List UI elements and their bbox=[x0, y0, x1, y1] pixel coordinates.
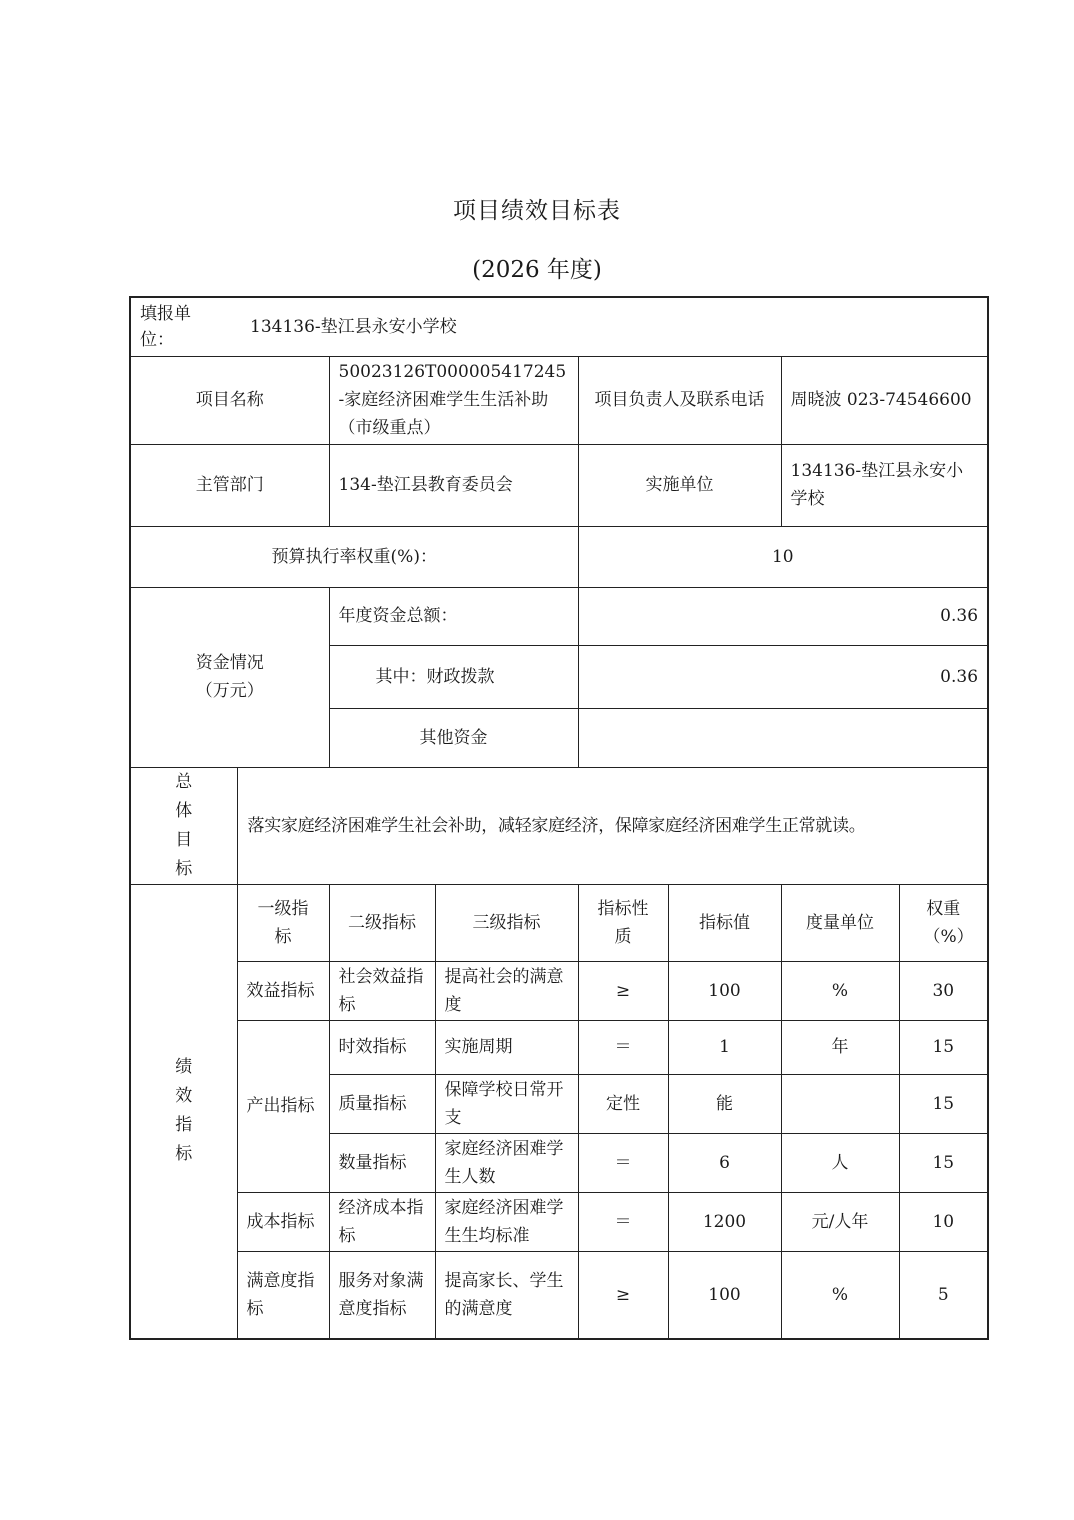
filing-unit-cell bbox=[130, 297, 988, 356]
level2-indicator: 质量指标 bbox=[329, 1074, 435, 1133]
budget-weight-row bbox=[130, 526, 988, 587]
indicator-weight: 15 bbox=[899, 1133, 988, 1192]
project-name-label: 项目名称 bbox=[130, 356, 329, 444]
level2-indicator: 经济成本指标 bbox=[329, 1192, 435, 1251]
indicator-value: 6 bbox=[668, 1133, 781, 1192]
indicator-weight: 15 bbox=[899, 1074, 988, 1133]
level1-indicator: 产出指标 bbox=[237, 1020, 329, 1192]
col-weight-header: 权重（%） bbox=[899, 884, 988, 961]
department-value: 134-垫江县教育委员会 bbox=[329, 444, 578, 526]
funds-label bbox=[130, 587, 329, 767]
indicator-value: 100 bbox=[668, 961, 781, 1020]
implementing-unit-value: 134136-垫江县永安小学校 bbox=[781, 444, 988, 526]
contact-label: 项目负责人及联系电话 bbox=[578, 356, 781, 444]
fiscal-allocation-label: 其中：财政拨款 bbox=[329, 645, 578, 708]
document-year: (2026 年度) bbox=[472, 257, 602, 283]
col-level1-header: 一级指标 bbox=[237, 884, 329, 961]
project-name-value: 50023126T000005417245-家庭经济困难学生生活补助（市级重点） bbox=[329, 356, 578, 444]
implementing-unit-label: 实施单位 bbox=[578, 444, 781, 526]
indicator-row bbox=[130, 1192, 988, 1251]
overall-goal-label bbox=[130, 767, 237, 884]
level3-indicator: 实施周期 bbox=[435, 1020, 578, 1074]
level1-indicator: 满意度指标 bbox=[237, 1251, 329, 1339]
performance-indicators-label-text: 绩 效 指 标 bbox=[175, 1057, 193, 1165]
department-row bbox=[130, 444, 988, 526]
funds-total-row bbox=[130, 587, 988, 645]
level1-indicator: 效益指标 bbox=[237, 961, 329, 1020]
indicator-value: 能 bbox=[668, 1074, 781, 1133]
level2-indicator: 社会效益指标 bbox=[329, 961, 435, 1020]
filing-unit-row bbox=[130, 297, 988, 356]
funds-label-line2: （万元） bbox=[195, 681, 264, 701]
col-level3-header: 三级指标 bbox=[435, 884, 578, 961]
indicator-unit bbox=[781, 1074, 899, 1133]
indicator-nature: ＝ bbox=[578, 1133, 668, 1192]
indicator-value: 100 bbox=[668, 1251, 781, 1339]
other-funds-value bbox=[578, 708, 988, 767]
col-level2-header: 二级指标 bbox=[329, 884, 435, 961]
indicator-nature: ≥ bbox=[578, 1251, 668, 1339]
budget-weight-label: 预算执行率权重(%)： bbox=[130, 526, 578, 587]
indicator-weight: 30 bbox=[899, 961, 988, 1020]
indicator-value: 1 bbox=[668, 1020, 781, 1074]
level2-indicator: 时效指标 bbox=[329, 1020, 435, 1074]
indicator-weight: 15 bbox=[899, 1020, 988, 1074]
level3-indicator: 提高社会的满意度 bbox=[435, 961, 578, 1020]
budget-weight-value: 10 bbox=[578, 526, 988, 587]
document-title: 项目绩效目标表 bbox=[453, 198, 621, 224]
overall-goal-row bbox=[130, 767, 988, 884]
level2-indicator: 数量指标 bbox=[329, 1133, 435, 1192]
performance-indicators-label bbox=[130, 884, 237, 1339]
indicator-nature: ＝ bbox=[578, 1192, 668, 1251]
col-value-header: 指标值 bbox=[668, 884, 781, 961]
indicator-header-row bbox=[130, 884, 988, 961]
indicator-nature: 定性 bbox=[578, 1074, 668, 1133]
indicator-weight: 10 bbox=[899, 1192, 988, 1251]
level3-indicator: 家庭经济困难学生生均标准 bbox=[435, 1192, 578, 1251]
fiscal-allocation-value: 0.36 bbox=[578, 645, 988, 708]
indicator-unit: 元/人年 bbox=[781, 1192, 899, 1251]
indicator-unit: % bbox=[781, 1251, 899, 1339]
other-funds-label: 其他资金 bbox=[329, 708, 578, 767]
filing-unit-value: 134136-垫江县永安小学校 bbox=[250, 316, 457, 337]
level2-indicator: 服务对象满意度指标 bbox=[329, 1251, 435, 1339]
indicator-weight: 5 bbox=[899, 1251, 988, 1339]
indicator-nature: ≥ bbox=[578, 961, 668, 1020]
level3-indicator: 保障学校日常开支 bbox=[435, 1074, 578, 1133]
indicator-row bbox=[130, 1020, 988, 1074]
overall-goal-label-text: 总 体 目 标 bbox=[175, 771, 193, 879]
indicator-value: 1200 bbox=[668, 1192, 781, 1251]
contact-value: 周晓波 023-74546600 bbox=[781, 356, 988, 444]
funds-label-line1: 资金情况 bbox=[195, 653, 264, 673]
level1-indicator: 成本指标 bbox=[237, 1192, 329, 1251]
project-name-row bbox=[130, 356, 988, 444]
overall-goal-text: 落实家庭经济困难学生社会补助，减轻家庭经济，保障家庭经济困难学生正常就读。 bbox=[237, 767, 988, 884]
indicator-unit: 年 bbox=[781, 1020, 899, 1074]
col-unit-header: 度量单位 bbox=[781, 884, 899, 961]
indicator-nature: ＝ bbox=[578, 1020, 668, 1074]
indicator-row bbox=[130, 961, 988, 1020]
level3-indicator: 家庭经济困难学生人数 bbox=[435, 1133, 578, 1192]
filing-unit-label: 填报单位： bbox=[140, 303, 191, 350]
indicator-unit: 人 bbox=[781, 1133, 899, 1192]
annual-total-label: 年度资金总额： bbox=[329, 587, 578, 645]
level3-indicator: 提高家长、学生的满意度 bbox=[435, 1251, 578, 1339]
col-nature-header: 指标性质 bbox=[578, 884, 668, 961]
annual-total-value: 0.36 bbox=[578, 587, 988, 645]
department-label: 主管部门 bbox=[130, 444, 329, 526]
performance-target-table bbox=[129, 296, 989, 1340]
indicator-unit: % bbox=[781, 961, 899, 1020]
indicator-row bbox=[130, 1251, 988, 1339]
